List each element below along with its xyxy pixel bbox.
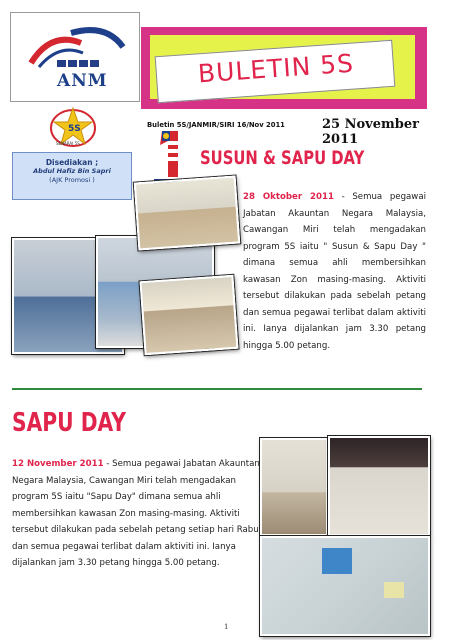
anm-logo-text: ANM bbox=[57, 71, 108, 91]
svg-text:5S: 5S bbox=[68, 124, 81, 134]
page-number: 1 bbox=[224, 623, 229, 631]
section1-date: 28 Oktober 2011 bbox=[243, 192, 334, 202]
section2-date: 12 November 2011 bbox=[12, 459, 104, 469]
issue-date: 25 November 2011 bbox=[322, 117, 419, 147]
photo-notice bbox=[384, 582, 404, 598]
photo-office-cleaning-4 bbox=[140, 275, 239, 355]
photo-sapu-day-1 bbox=[260, 438, 328, 536]
anm-logo bbox=[10, 12, 140, 102]
fivs-logo bbox=[18, 100, 126, 152]
anm-boxes bbox=[57, 60, 99, 67]
photo-sapu-day-3 bbox=[260, 536, 430, 636]
prepared-role: (AJK Promosi ) bbox=[49, 176, 95, 184]
fivs-logo-tag: SENARAI 5S bbox=[56, 141, 80, 146]
section1-paragraph bbox=[243, 189, 426, 354]
prepared-name: Abdul Hafiz Bin Sapri bbox=[33, 167, 111, 175]
photo-sapu-day-2 bbox=[328, 436, 430, 536]
photo-poster bbox=[322, 548, 352, 574]
section-divider bbox=[12, 388, 422, 390]
prepared-label: Disediakan ; bbox=[45, 158, 99, 167]
prepared-by-box bbox=[12, 152, 132, 200]
bulletin-id: Buletin 5S/JANMIR/SIRI 16/Nov 2011 bbox=[147, 121, 285, 129]
section1-heading: SUSUN & SAPU DAY bbox=[200, 147, 365, 169]
section2-paragraph bbox=[12, 456, 267, 572]
photo-office-cleaning-1 bbox=[134, 176, 240, 251]
section2-body: - Semua pegawai Jabatan Akauntan Negara Malaysia, Cawangan Miri telah mengadakan program 5S iaitu "Sapu Day" dimana semua ahli membersihkan kawasan Zon masing-masing. Aktiviti tersebut dilakukan pada sebelah petang setiap hari Rabu dan semua pegawai terlibat dalam aktiviti ini. Ianya dijalankan jam 3.30 petang hingga 5.00 petang. bbox=[12, 459, 260, 568]
section1-body: - Semua pegawai Jabatan Akauntan Negara Malaysia, Cawangan Miri telah mengadakan program 5S iaitu " Susun & Sapu Day " dimana semua ahli membersihkan kawasan Zon masing-masing. Aktiviti tersebut dilakukan pada sebelah petang dan semua pegawai terlibat dalam aktiviti ini. Ianya dijalankan jam 3.30 petang hingga 5.00 petang. bbox=[243, 192, 426, 351]
section2-heading: SAPU DAY bbox=[12, 408, 126, 438]
page-title: BULETIN 5S bbox=[197, 48, 355, 89]
